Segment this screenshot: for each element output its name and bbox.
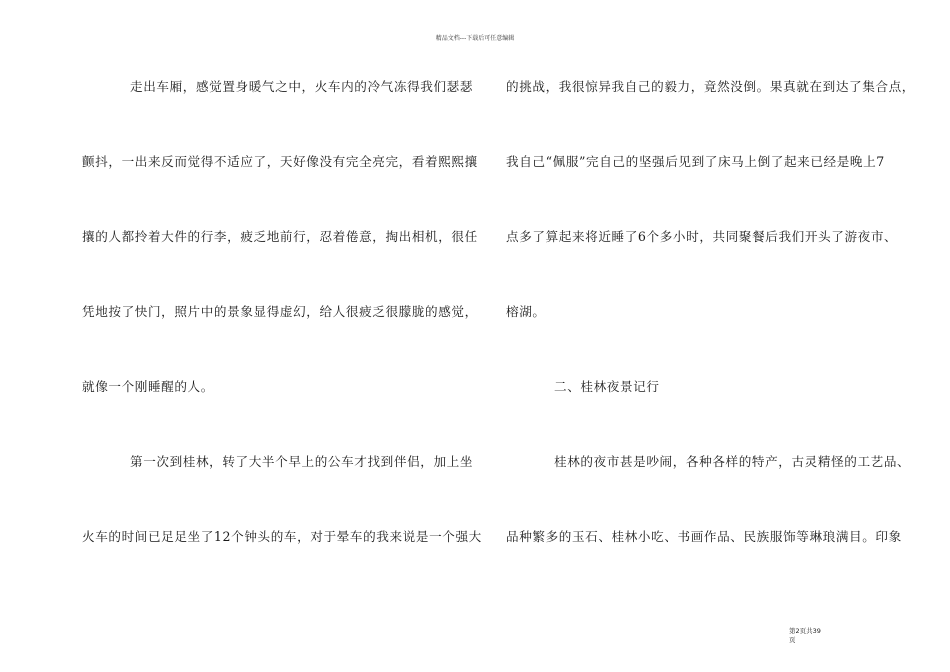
paragraph-line: 走出车厢，感觉置身暖气之中，火车内的冷气冻得我们瑟瑟 [130, 79, 474, 94]
paragraph-line: 榕湖。 [506, 304, 546, 319]
paragraph-line: 的挑战，我很惊异我自己的毅力，竟然没倒。果真就在到达了集合点， [506, 79, 916, 94]
paragraph-line: 点多了算起来将近睡了6个多小时，共同聚餐后我们开头了游夜市、 [506, 229, 898, 244]
paragraph-line: 第一次到桂林，转了大半个早上的公车才找到伴侣，加上坐 [130, 454, 474, 469]
section-heading: 二、桂林夜景记行 [554, 379, 660, 394]
paragraph-line: 品种繁多的玉石、桂林小吃、书画作品、民族服饰等琳琅满目。印象 [506, 529, 902, 544]
paragraph-line: 颤抖，一出来反而觉得不适应了，天好像没有完全亮完，看着熙熙攘 [82, 154, 478, 169]
paragraph-line: 凭地按了快门，照片中的景象显得虚幻，给人很疲乏很朦胧的感觉， [82, 304, 478, 319]
page-number [789, 627, 849, 645]
paragraph-line: 我自己“佩服”完自己的坚强后见到了床马上倒了起来已经是晚上7 [506, 154, 885, 169]
page-number-line: 页 [789, 636, 796, 644]
page-header: 精品文档---下载后可任意编辑 [435, 35, 515, 42]
paragraph-line: 火车的时间已足足坐了12个钟头的车，对于晕车的我来说是一个强大 [82, 529, 482, 544]
page-number-line: 第2页共39 [789, 627, 821, 635]
paragraph-line: 就像一个刚睡醒的人。 [82, 379, 214, 394]
paragraph-line: 攘的人都拎着大件的行李，疲乏地前行，忍着倦意，掏出相机，很任 [82, 229, 478, 244]
paragraph-line: 桂林的夜市甚是吵闹，各种各样的特产，古灵精怪的工艺品、 [554, 454, 911, 469]
